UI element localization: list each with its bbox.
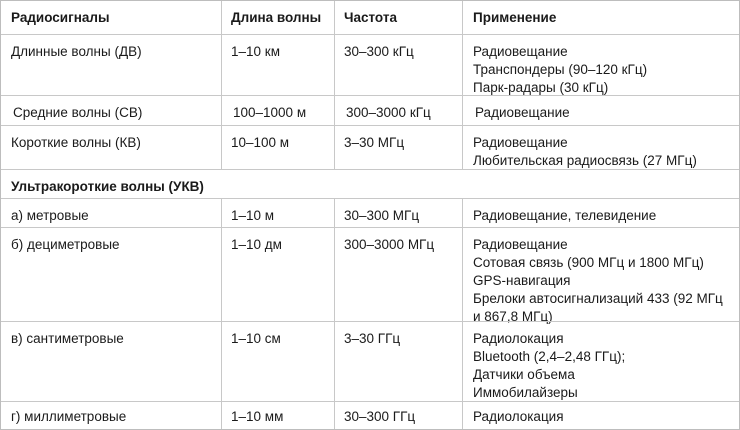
table-row: [1, 95, 739, 125]
signal-cell: Длинные волны (ДВ): [11, 44, 142, 59]
frequency-cell: 30–300 ГГц: [334, 402, 462, 429]
usage-cell: [462, 199, 739, 227]
usage-line: Радиовещание: [473, 44, 568, 59]
frequency-cell: 300–3000 МГц: [334, 228, 462, 321]
usage-cell: [462, 96, 739, 125]
usage-cell: [462, 322, 739, 401]
table-row: [1, 321, 739, 401]
wavelength-cell: 10–100 м: [221, 126, 334, 169]
usage-line: Парк-радары (30 кГц): [473, 80, 609, 95]
header-usage: Применение: [462, 1, 739, 34]
wavelength-cell: 1–10 дм: [221, 228, 334, 321]
usage-cell: [462, 228, 739, 324]
header-wavelength: Длина волны: [221, 1, 334, 34]
usage-line: и 867,8 МГц): [473, 309, 553, 324]
table-row: [1, 401, 739, 429]
usage-line: Bluetooth (2,4–2,48 ГГц);: [473, 349, 626, 364]
usage-line: Радиовещание: [473, 135, 568, 150]
table-row: [1, 198, 739, 227]
usage-line: Иммобилайзеры: [473, 385, 578, 400]
usage-cell: [462, 126, 739, 169]
table-header-row: [1, 1, 739, 34]
wavelength-cell: 1–10 м: [221, 199, 334, 227]
wavelength-cell: 1–10 см: [221, 322, 334, 401]
signal-cell: г) миллиметровые: [11, 409, 127, 424]
table-row: [1, 34, 739, 95]
usage-line: Транспондеры (90–120 кГц): [473, 62, 648, 77]
section-row: [1, 169, 739, 198]
header-signals: Радиосигналы: [11, 10, 110, 25]
frequency-cell: 3–30 МГц: [334, 126, 462, 169]
usage-line: Сотовая связь (900 МГц и 1800 МГц): [473, 255, 704, 270]
usage-cell: [462, 35, 739, 95]
wavelength-cell: 1–10 мм: [221, 402, 334, 429]
wavelength-cell: 1–10 км: [221, 35, 334, 95]
signal-cell: в) сантиметровые: [11, 331, 124, 346]
usage-line: GPS-навигация: [473, 273, 571, 288]
frequency-cell: 300–3000 кГц: [334, 96, 462, 125]
frequency-cell: 3–30 ГГц: [334, 322, 462, 401]
usage-line: Любительская радиосвязь (27 МГц): [473, 153, 697, 168]
table-row: [1, 227, 739, 324]
frequency-cell: 30–300 МГц: [334, 199, 462, 227]
signal-cell: б) дециметровые: [11, 237, 120, 252]
usage-line: Радиолокация: [473, 331, 564, 346]
usage-line: Радиовещание: [475, 105, 570, 120]
signal-cell: Средние волны (СВ): [13, 105, 143, 120]
usage-line: Датчики объема: [473, 367, 575, 382]
section-title: Ультракороткие волны (УКВ): [11, 179, 204, 194]
wavelength-cell: 100–1000 м: [221, 96, 334, 125]
usage-line: Радиолокация: [473, 409, 564, 424]
signal-cell: а) метровые: [11, 208, 89, 223]
usage-line: Радиовещание: [473, 237, 568, 252]
frequency-cell: 30–300 кГц: [334, 35, 462, 95]
usage-cell: [462, 402, 739, 429]
header-frequency: Частота: [334, 1, 462, 34]
table-row: [1, 125, 739, 169]
signal-cell: Короткие волны (КВ): [11, 135, 141, 150]
usage-line: Брелоки автосигнализаций 433 (92 МГц: [473, 291, 723, 306]
usage-line: Радиовещание, телевидение: [473, 208, 657, 223]
